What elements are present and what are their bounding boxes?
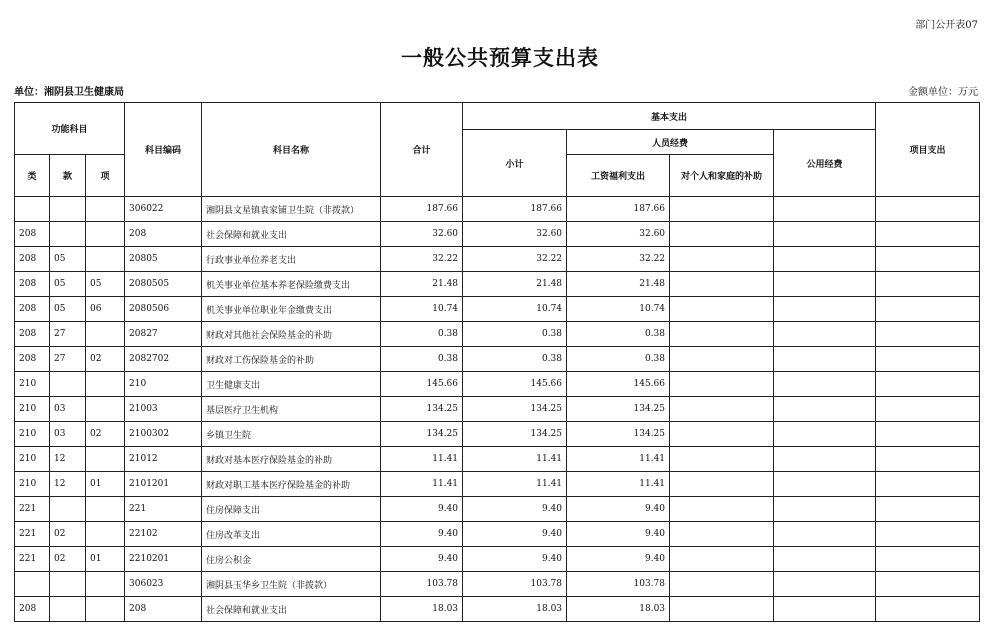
table-row xyxy=(15,297,980,322)
cell-subtotal: 11.41 xyxy=(463,447,567,472)
cell-total: 187.66 xyxy=(381,197,463,222)
cell-subject-name: 行政事业单位养老支出 xyxy=(202,247,381,272)
cell-individual-subsidy xyxy=(670,222,774,247)
cell-subject-name: 卫生健康支出 xyxy=(202,372,381,397)
cell-item xyxy=(86,522,125,547)
cell-salary-welfare: 32.60 xyxy=(567,222,670,247)
cell-project-expenditure xyxy=(876,247,980,272)
cell-total: 32.60 xyxy=(381,222,463,247)
cell-subtotal: 18.03 xyxy=(463,597,567,622)
cell-total: 134.25 xyxy=(381,397,463,422)
table-row xyxy=(15,497,980,522)
page-title: 一般公共预算支出表 xyxy=(401,45,599,70)
cell-project-expenditure xyxy=(876,422,980,447)
header-functional-subject: 功能科目 xyxy=(15,103,125,155)
cell-category: 208 xyxy=(15,272,50,297)
cell-salary-welfare: 18.03 xyxy=(567,597,670,622)
cell-public-expense xyxy=(774,397,876,422)
cell-public-expense xyxy=(774,247,876,272)
cell-section xyxy=(50,497,86,522)
cell-section: 27 xyxy=(50,322,86,347)
cell-subject-code: 306022 xyxy=(125,197,202,222)
header-individual-subsidy: 对个人和家庭的补助 xyxy=(670,155,774,197)
cell-total: 10.74 xyxy=(381,297,463,322)
cell-total: 0.38 xyxy=(381,322,463,347)
cell-project-expenditure xyxy=(876,322,980,347)
cell-item xyxy=(86,447,125,472)
cell-section xyxy=(50,572,86,597)
header-item: 项 xyxy=(86,155,125,197)
cell-subtotal: 134.25 xyxy=(463,422,567,447)
table-row xyxy=(15,522,980,547)
cell-subject-code: 2210201 xyxy=(125,547,202,572)
cell-category: 208 xyxy=(15,347,50,372)
table-row xyxy=(15,272,980,297)
cell-item: 05 xyxy=(86,272,125,297)
cell-subtotal: 21.48 xyxy=(463,272,567,297)
cell-salary-welfare: 0.38 xyxy=(567,322,670,347)
cell-item xyxy=(86,222,125,247)
cell-category: 221 xyxy=(15,547,50,572)
cell-section: 02 xyxy=(50,522,86,547)
cell-subject-name: 社会保障和就业支出 xyxy=(202,597,381,622)
page-tag: 部门公开表07 xyxy=(915,20,978,31)
cell-total: 9.40 xyxy=(381,497,463,522)
cell-category: 210 xyxy=(15,397,50,422)
amount-unit-label: 金额单位：万元 xyxy=(908,87,978,98)
cell-subtotal: 0.38 xyxy=(463,322,567,347)
cell-item xyxy=(86,197,125,222)
cell-subtotal: 9.40 xyxy=(463,497,567,522)
header-total: 合计 xyxy=(381,103,463,197)
cell-subtotal: 32.60 xyxy=(463,222,567,247)
cell-public-expense xyxy=(774,322,876,347)
table-row xyxy=(15,397,980,422)
cell-total: 9.40 xyxy=(381,522,463,547)
cell-project-expenditure xyxy=(876,397,980,422)
cell-subject-code: 20805 xyxy=(125,247,202,272)
cell-public-expense xyxy=(774,297,876,322)
cell-individual-subsidy xyxy=(670,197,774,222)
cell-section: 02 xyxy=(50,547,86,572)
cell-subtotal: 9.40 xyxy=(463,547,567,572)
cell-category: 210 xyxy=(15,372,50,397)
cell-subtotal: 10.74 xyxy=(463,297,567,322)
cell-total: 11.41 xyxy=(381,472,463,497)
cell-salary-welfare: 134.25 xyxy=(567,422,670,447)
cell-total: 134.25 xyxy=(381,422,463,447)
table-row xyxy=(15,197,980,222)
cell-salary-welfare: 9.40 xyxy=(567,497,670,522)
cell-project-expenditure xyxy=(876,222,980,247)
cell-subject-code: 306023 xyxy=(125,572,202,597)
cell-salary-welfare: 10.74 xyxy=(567,297,670,322)
cell-subject-name: 财政对职工基本医疗保险基金的补助 xyxy=(202,472,381,497)
cell-public-expense xyxy=(774,522,876,547)
cell-subject-code: 210 xyxy=(125,372,202,397)
cell-public-expense xyxy=(774,572,876,597)
table-row xyxy=(15,597,980,622)
cell-item xyxy=(86,322,125,347)
cell-subject-code: 208 xyxy=(125,222,202,247)
cell-individual-subsidy xyxy=(670,572,774,597)
header-basic-expenditure: 基本支出 xyxy=(463,103,876,130)
budget-table xyxy=(14,102,980,622)
table-row xyxy=(15,322,980,347)
cell-public-expense xyxy=(774,497,876,522)
cell-subject-name: 住房公积金 xyxy=(202,547,381,572)
cell-project-expenditure xyxy=(876,372,980,397)
cell-section: 03 xyxy=(50,422,86,447)
cell-total: 18.03 xyxy=(381,597,463,622)
header-public-expense: 公用经费 xyxy=(774,130,876,197)
header-subtotal: 小计 xyxy=(463,130,567,197)
cell-salary-welfare: 0.38 xyxy=(567,347,670,372)
cell-public-expense xyxy=(774,222,876,247)
table-row xyxy=(15,222,980,247)
header-salary-welfare: 工资福利支出 xyxy=(567,155,670,197)
cell-section: 12 xyxy=(50,472,86,497)
cell-subject-code: 22102 xyxy=(125,522,202,547)
cell-public-expense xyxy=(774,472,876,497)
cell-category: 210 xyxy=(15,472,50,497)
cell-project-expenditure xyxy=(876,497,980,522)
cell-subject-name: 社会保障和就业支出 xyxy=(202,222,381,247)
cell-salary-welfare: 187.66 xyxy=(567,197,670,222)
cell-salary-welfare: 103.78 xyxy=(567,572,670,597)
cell-subject-name: 湘阴县文星镇袁家铺卫生院（非拨款） xyxy=(202,197,381,222)
unit-label: 单位：湘阴县卫生健康局 xyxy=(14,87,124,98)
cell-section xyxy=(50,222,86,247)
cell-item: 01 xyxy=(86,472,125,497)
cell-public-expense xyxy=(774,197,876,222)
cell-section: 05 xyxy=(50,297,86,322)
header-personnel: 人员经费 xyxy=(567,130,774,155)
cell-salary-welfare: 11.41 xyxy=(567,447,670,472)
cell-subject-name: 机关事业单位职业年金缴费支出 xyxy=(202,297,381,322)
cell-subject-name: 财政对工伤保险基金的补助 xyxy=(202,347,381,372)
cell-subject-name: 财政对基本医疗保险基金的补助 xyxy=(202,447,381,472)
cell-subtotal: 9.40 xyxy=(463,522,567,547)
cell-category: 221 xyxy=(15,497,50,522)
cell-category: 208 xyxy=(15,222,50,247)
cell-category: 208 xyxy=(15,297,50,322)
cell-individual-subsidy xyxy=(670,472,774,497)
cell-category: 208 xyxy=(15,322,50,347)
cell-item: 01 xyxy=(86,547,125,572)
cell-public-expense xyxy=(774,597,876,622)
cell-item xyxy=(86,372,125,397)
cell-subject-code: 2082702 xyxy=(125,347,202,372)
cell-individual-subsidy xyxy=(670,497,774,522)
table-row xyxy=(15,372,980,397)
cell-project-expenditure xyxy=(876,572,980,597)
cell-total: 9.40 xyxy=(381,547,463,572)
cell-salary-welfare: 32.22 xyxy=(567,247,670,272)
cell-section: 12 xyxy=(50,447,86,472)
cell-subtotal: 145.66 xyxy=(463,372,567,397)
cell-public-expense xyxy=(774,422,876,447)
cell-section xyxy=(50,372,86,397)
cell-item xyxy=(86,497,125,522)
cell-subject-code: 21003 xyxy=(125,397,202,422)
cell-individual-subsidy xyxy=(670,422,774,447)
cell-subtotal: 103.78 xyxy=(463,572,567,597)
cell-subtotal: 0.38 xyxy=(463,347,567,372)
cell-subject-name: 财政对其他社会保险基金的补助 xyxy=(202,322,381,347)
table-row xyxy=(15,472,980,497)
cell-salary-welfare: 9.40 xyxy=(567,522,670,547)
cell-project-expenditure xyxy=(876,472,980,497)
cell-category: 208 xyxy=(15,247,50,272)
header-project-expenditure: 项目支出 xyxy=(876,103,980,197)
cell-subject-code: 2100302 xyxy=(125,422,202,447)
cell-project-expenditure xyxy=(876,447,980,472)
cell-individual-subsidy xyxy=(670,247,774,272)
cell-total: 0.38 xyxy=(381,347,463,372)
cell-project-expenditure xyxy=(876,297,980,322)
table-body xyxy=(15,197,980,622)
cell-total: 11.41 xyxy=(381,447,463,472)
cell-section: 05 xyxy=(50,247,86,272)
cell-individual-subsidy xyxy=(670,322,774,347)
cell-subject-code: 20827 xyxy=(125,322,202,347)
header-subject-name: 科目名称 xyxy=(202,103,381,197)
cell-subject-name: 住房保障支出 xyxy=(202,497,381,522)
cell-individual-subsidy xyxy=(670,447,774,472)
table-row xyxy=(15,422,980,447)
cell-category: 208 xyxy=(15,597,50,622)
cell-salary-welfare: 145.66 xyxy=(567,372,670,397)
cell-project-expenditure xyxy=(876,347,980,372)
cell-project-expenditure xyxy=(876,547,980,572)
table-row xyxy=(15,572,980,597)
cell-subject-code: 21012 xyxy=(125,447,202,472)
cell-salary-welfare: 9.40 xyxy=(567,547,670,572)
header-category: 类 xyxy=(15,155,50,197)
cell-subtotal: 11.41 xyxy=(463,472,567,497)
cell-salary-welfare: 21.48 xyxy=(567,272,670,297)
cell-subject-code: 2080505 xyxy=(125,272,202,297)
cell-project-expenditure xyxy=(876,597,980,622)
cell-subject-code: 2080506 xyxy=(125,297,202,322)
cell-category xyxy=(15,197,50,222)
cell-total: 21.48 xyxy=(381,272,463,297)
cell-individual-subsidy xyxy=(670,347,774,372)
table-row xyxy=(15,447,980,472)
cell-category: 210 xyxy=(15,422,50,447)
cell-public-expense xyxy=(774,372,876,397)
cell-total: 145.66 xyxy=(381,372,463,397)
cell-subject-name: 湘阴县玉华乡卫生院（非拨款） xyxy=(202,572,381,597)
cell-category: 210 xyxy=(15,447,50,472)
cell-section xyxy=(50,597,86,622)
cell-public-expense xyxy=(774,447,876,472)
cell-subtotal: 32.22 xyxy=(463,247,567,272)
cell-individual-subsidy xyxy=(670,297,774,322)
cell-category: 221 xyxy=(15,522,50,547)
cell-salary-welfare: 11.41 xyxy=(567,472,670,497)
cell-individual-subsidy xyxy=(670,547,774,572)
cell-subject-name: 机关事业单位基本养老保险缴费支出 xyxy=(202,272,381,297)
cell-item xyxy=(86,572,125,597)
cell-item: 02 xyxy=(86,347,125,372)
header-section: 款 xyxy=(50,155,86,197)
cell-subject-code: 221 xyxy=(125,497,202,522)
cell-individual-subsidy xyxy=(670,272,774,297)
cell-subject-name: 基层医疗卫生机构 xyxy=(202,397,381,422)
cell-public-expense xyxy=(774,347,876,372)
table-row xyxy=(15,547,980,572)
cell-individual-subsidy xyxy=(670,597,774,622)
cell-public-expense xyxy=(774,547,876,572)
cell-item xyxy=(86,397,125,422)
table-row xyxy=(15,347,980,372)
cell-item xyxy=(86,597,125,622)
cell-item xyxy=(86,247,125,272)
cell-project-expenditure xyxy=(876,197,980,222)
cell-section xyxy=(50,197,86,222)
cell-item: 02 xyxy=(86,422,125,447)
cell-project-expenditure xyxy=(876,522,980,547)
cell-total: 32.22 xyxy=(381,247,463,272)
cell-subject-code: 208 xyxy=(125,597,202,622)
cell-item: 06 xyxy=(86,297,125,322)
cell-category xyxy=(15,572,50,597)
cell-subtotal: 187.66 xyxy=(463,197,567,222)
cell-subject-name: 住房改革支出 xyxy=(202,522,381,547)
cell-section: 05 xyxy=(50,272,86,297)
cell-individual-subsidy xyxy=(670,522,774,547)
cell-individual-subsidy xyxy=(670,397,774,422)
cell-public-expense xyxy=(774,272,876,297)
cell-project-expenditure xyxy=(876,272,980,297)
cell-total: 103.78 xyxy=(381,572,463,597)
header-subject-code: 科目编码 xyxy=(125,103,202,197)
cell-subject-code: 2101201 xyxy=(125,472,202,497)
cell-individual-subsidy xyxy=(670,372,774,397)
cell-section: 27 xyxy=(50,347,86,372)
cell-salary-welfare: 134.25 xyxy=(567,397,670,422)
cell-subtotal: 134.25 xyxy=(463,397,567,422)
cell-section: 03 xyxy=(50,397,86,422)
table-row xyxy=(15,247,980,272)
cell-subject-name: 乡镇卫生院 xyxy=(202,422,381,447)
